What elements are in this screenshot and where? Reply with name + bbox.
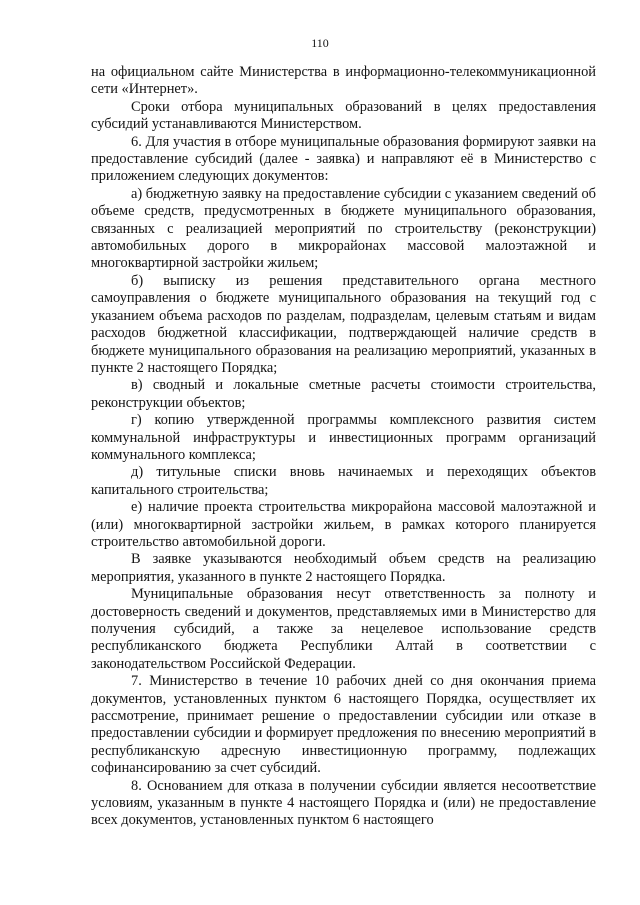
paragraph-selection-timing: Сроки отбора муниципальных образований в целях предоставления субсидий устанавливаются Министерством.	[91, 98, 596, 133]
list-item-a: а) бюджетную заявку на предоставление субсидии с указанием сведений об объеме средств, предусмотренных в бюджете муниципального образования, связанных с реализацией мероприятий по строительству (реконструкции) автомобильных дорого в микрорайонах массовой малоэтажной и многоквартирной застройки жильем;	[91, 185, 596, 272]
list-item-b: б) выписку из решения представительного органа местного самоуправления о бюджете муниципального образования на текущий год с указанием объема расходов по разделам, подразделам, целевым статьям и видам расходов бюджетной классификации, подтверждающей наличие средств в бюджете муниципального образования на реализацию мероприятий, указанных в пункте 2 настоящего Порядка;	[91, 272, 596, 376]
page-number: 110	[311, 36, 329, 50]
paragraph-responsibility: Муниципальные образования несут ответственность за полноту и достоверность сведений и документов, представляемых ими в Министерство для получения субсидий, а также за нецелевое использование средств республиканского бюджета Республики Алтай в соответствии с законодательством Российской Федерации.	[91, 586, 596, 672]
paragraph-7-review: 7. Министерство в течение 10 рабочих дней со дня окончания приема документов, установленных пунктом 6 настоящего Порядка, осуществляет их рассмотрение, принимает решение о предоставлении субсидии или отказе в предоставлении субсидии и формирует предложения по внесению мероприятий в республиканскую адресную инвестиционную программу, подлежащих софинансированию за счет субсидий.	[91, 673, 596, 777]
paragraph-required-amount: В заявке указываются необходимый объем средств на реализацию мероприятия, указанного в пункте 2 настоящего Порядка.	[91, 551, 596, 585]
list-item-d: д) титульные списки вновь начинаемых и переходящих объектов капитального строительства;	[91, 464, 596, 498]
paragraph-8-refusal: 8. Основанием для отказа в получении субсидии является несоответствие условиям, указанным в пункте 4 настоящего Порядка и (или) не предоставление всех документов, установленных пунктом 6 настоящего	[91, 777, 596, 829]
paragraph-6-application: 6. Для участия в отборе муниципальные образования формируют заявки на предоставление субсидий (далее - заявка) и направляют её в Министерство с приложением следующих документов:	[91, 133, 596, 185]
list-item-e: е) наличие проекта строительства микрорайона массовой малоэтажной и (или) многоквартирной застройки жильем, в рамках которого планируется строительство автомобильной дороги.	[91, 499, 596, 550]
paragraph-continuation: на официальном сайте Министерства в информационно-телекоммуникационной сети «Интернет».	[91, 64, 596, 98]
list-item-v: в) сводный и локальные сметные расчеты стоимости строительства, реконструкции объектов;	[91, 377, 596, 411]
document-body	[91, 64, 596, 830]
list-item-g: г) копию утвержденной программы комплексного развития систем коммунальной инфраструктуры и инвестиционных программ организаций коммунального комплекса;	[91, 412, 596, 463]
